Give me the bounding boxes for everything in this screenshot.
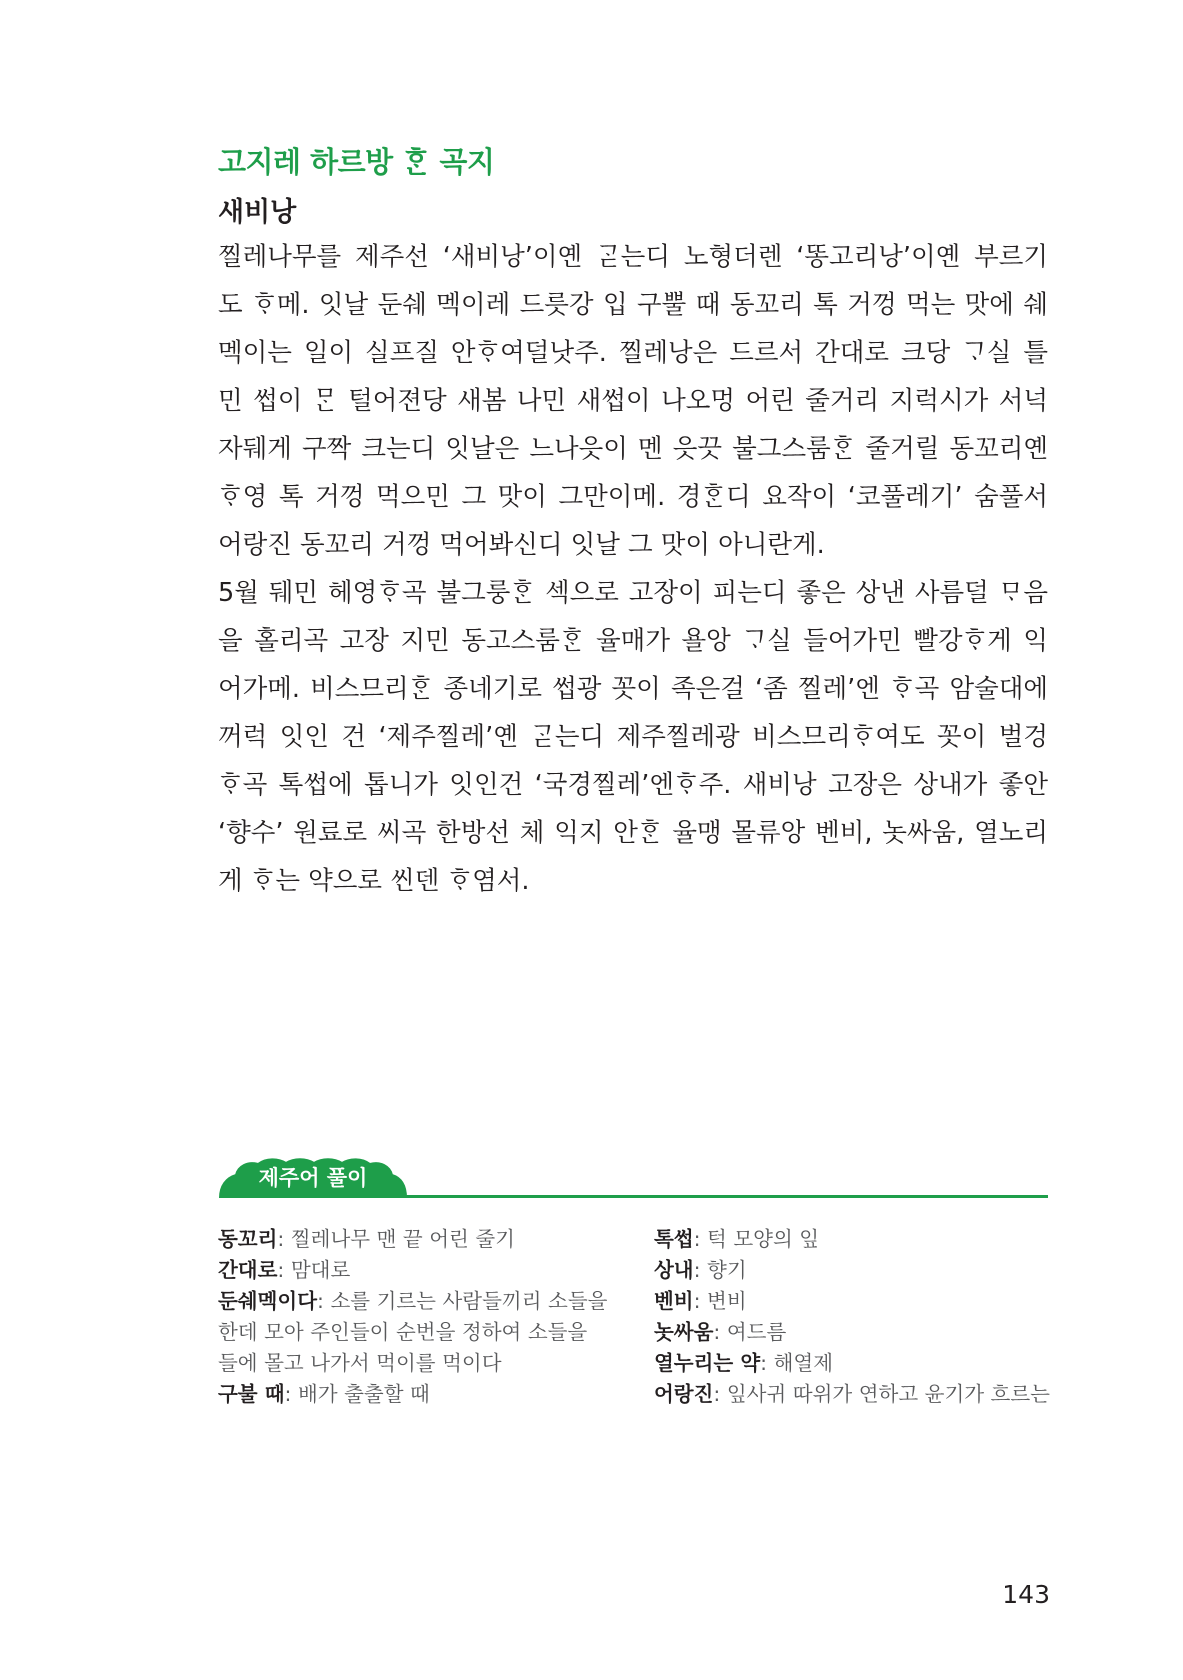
body-line: 을 홀리곡 고장 지민 동고스룸ᄒᆞᆫ 율매가 욜앙 ᄀᆞ실 들어가민 빨강ᄒᆞ게 익: [218, 626, 1048, 656]
page-number: 143: [1002, 1580, 1050, 1609]
glossary-definition: 잎사귀 따위가 연하고 윤기가 흐르는: [726, 1382, 1050, 1406]
glossary-divider: [406, 1195, 1048, 1198]
glossary-tab: [218, 1158, 408, 1198]
glossary-definition: 턱 모양의 잎: [707, 1227, 820, 1251]
glossary-heading: 제주어 풀이: [258, 1166, 368, 1190]
body-line: 게 ᄒᆞ는 약으로 씬덴 ᄒᆞ염서.: [218, 866, 530, 896]
glossary-term: 간대로: [218, 1258, 278, 1282]
glossary-entry-continued: [218, 1348, 618, 1379]
body-line: 자뒈게 구짝 크는디 잇날은 느나읏이 멘 읏끗 불그스룸ᄒᆞᆫ 줄거릴 동꼬리옌: [218, 434, 1048, 464]
body-line: 꺼럭 잇인 건 ‘제주찔레’옌 ᄀᆞᆮ는디 제주찔레광 비스므리ᄒᆞ여도 꼿이 벌겅: [218, 722, 1048, 752]
glossary-column-left: [218, 1224, 618, 1410]
glossary-entry: 열누리는 약: 해열제: [654, 1351, 834, 1375]
glossary-definition: 여드름: [726, 1320, 787, 1344]
glossary-term: 둔쉐멕이다: [218, 1289, 318, 1313]
body-line: 어가메. 비스므리ᄒᆞᆫ 종네기로 썹광 꼿이 족은걸 ‘좀 찔레’엔 ᄒᆞ곡 암술대에: [218, 674, 1048, 704]
glossary-entry: 둔쉐멕이다: 소를 기르는 사람들끼리 소들을: [218, 1289, 608, 1313]
glossary-definition: 소를 기르는 사람들끼리 소들을: [330, 1289, 608, 1313]
body-text: [218, 233, 1048, 905]
glossary-definition: 찔레나무 맨 끝 어린 줄기: [290, 1227, 515, 1251]
body-line: 민 썹이 ᄆᆞᆫ 털어젼당 새봄 나민 새썹이 나오멍 어린 줄거리 지럭시가 서넉: [218, 386, 1048, 416]
glossary-entry: 톡썹: 턱 모양의 잎: [654, 1227, 820, 1251]
glossary-entry-continued: [218, 1317, 618, 1348]
body-line: 5월 뒈민 헤영ᄒᆞ곡 불그룽ᄒᆞᆫ 섹으로 고장이 피는디 좋은 상낸 사름덜 ᄆᆞ음: [218, 578, 1048, 608]
glossary-entry: 간대로: 맘대로: [218, 1258, 351, 1282]
body-line: 어랑진 동꼬리 거껑 먹어봐신디 잇날 그 맛이 아니란게.: [218, 530, 825, 560]
subtitle: 새비낭: [218, 197, 297, 228]
glossary-definition: 배가 출출할 때: [297, 1382, 430, 1406]
glossary-term: 구불 때: [218, 1382, 285, 1406]
glossary-entry: 구불 때: 배가 출출할 때: [218, 1382, 430, 1406]
glossary-entry: 어랑진: 잎사귀 따위가 연하고 윤기가 흐르는: [654, 1382, 1050, 1406]
glossary-term: 상내: [654, 1258, 694, 1282]
glossary-entry: 놋싸움: 여드름: [654, 1320, 787, 1344]
body-line: ᄒᆞ곡 톡썹에 톱니가 잇인건 ‘국경찔레’엔ᄒᆞ주. 새비낭 고장은 상내가 좋안: [218, 770, 1048, 800]
glossary-header: [218, 1158, 1048, 1198]
glossary-entry: 동꼬리: 찔레나무 맨 끝 어린 줄기: [218, 1227, 515, 1251]
section-title: 고지레 하르방 ᄒᆞᆫ 곡지: [218, 145, 495, 179]
body-line: 찔레나무를 제주선 ‘새비낭’이옌 ᄀᆞᆮ는디 노형더렌 ‘똥고리낭’이옌 부르기: [218, 242, 1048, 272]
body-line: 도 ᄒᆞ메. 잇날 둔쉐 멕이레 드릇강 입 구뿔 때 동꼬리 톡 거껑 먹는 맛에 쉐: [218, 290, 1048, 320]
glossary-definition: 향기: [707, 1258, 747, 1282]
glossary-entry: 벤비: 변비: [654, 1289, 747, 1313]
glossary-definition: 해열제: [773, 1351, 834, 1375]
glossary-term: 열누리는 약: [654, 1351, 761, 1375]
glossary-entry: 상내: 향기: [654, 1258, 747, 1282]
body-line: ‘향수’ 원료로 씨곡 한방선 체 익지 안ᄒᆞᆫ 율맹 몰류앙 벤비, 놋싸움, 열노리: [218, 818, 1048, 848]
glossary-definition: 한데 모아 주인들이 순번을 정하여 소들을: [218, 1320, 588, 1344]
glossary-definition: 들에 몰고 나가서 먹이를 먹이다: [218, 1351, 502, 1375]
glossary-term: 동꼬리: [218, 1227, 278, 1251]
glossary-term: 놋싸움: [654, 1320, 714, 1344]
glossary-column-right: [654, 1224, 1054, 1410]
glossary-term: 톡썹: [654, 1227, 694, 1251]
body-line: 멕이는 일이 실프질 안ᄒᆞ여덜낫주. 찔레낭은 드르서 간대로 크당 ᄀᆞ실 틀: [218, 338, 1048, 368]
body-line: ᄒᆞ영 톡 거껑 먹으민 그 맛이 그만이메. 경ᄒᆞᆫ디 요작이 ‘코풀레기’ 숨풀서: [218, 482, 1048, 512]
glossary-term: 벤비: [654, 1289, 694, 1313]
glossary-definition: 변비: [707, 1289, 747, 1313]
glossary-term: 어랑진: [654, 1382, 714, 1406]
glossary-definition: 맘대로: [290, 1258, 351, 1282]
